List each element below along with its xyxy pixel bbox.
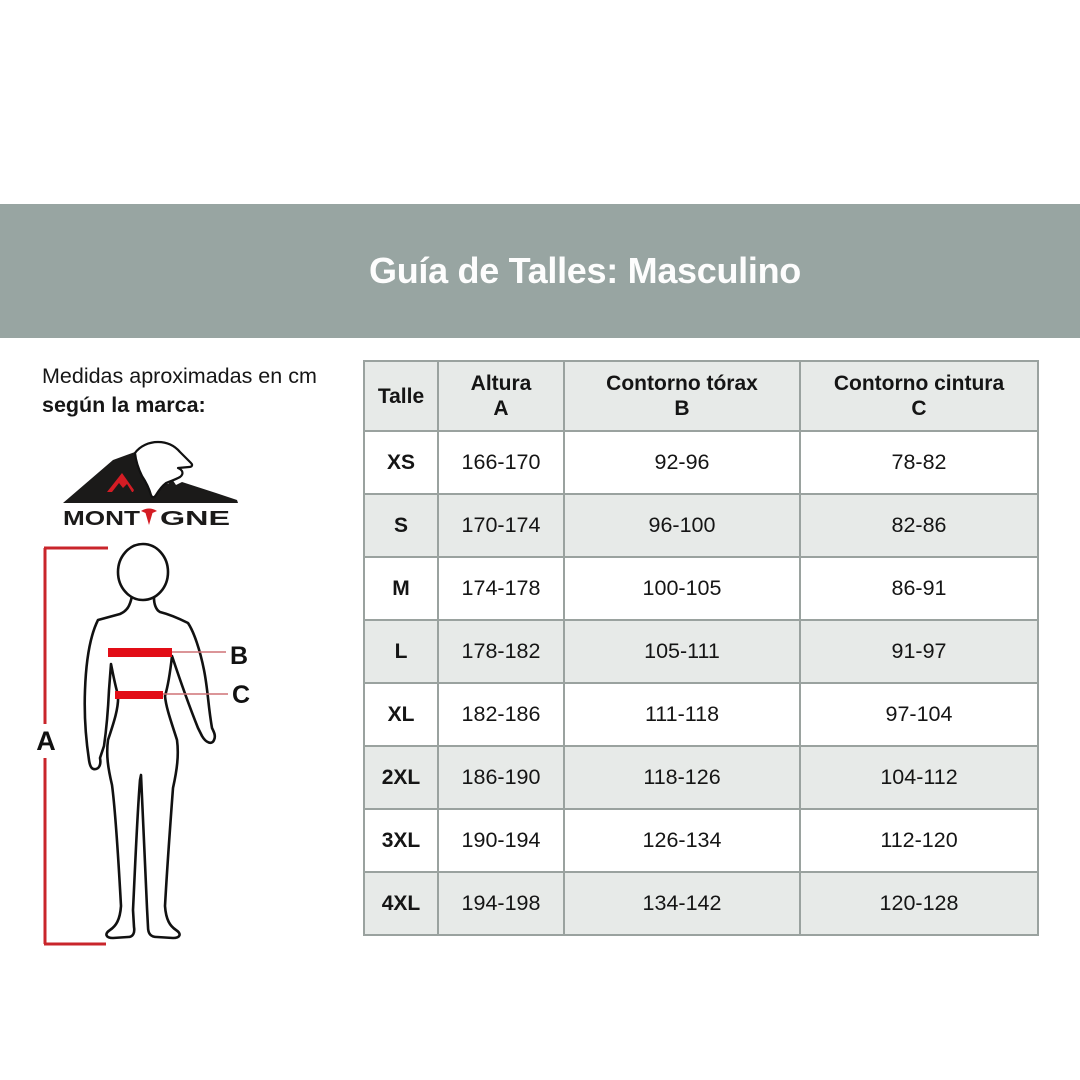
torax-cell: 111-118 (564, 683, 800, 746)
logo-wordmark-pre: MONT (63, 508, 140, 530)
size-table-header-row (364, 361, 1038, 431)
cintura-cell: 78-82 (800, 431, 1038, 494)
cintura-cell: 82-86 (800, 494, 1038, 557)
cintura-cell: 112-120 (800, 809, 1038, 872)
size-cell: 2XL (364, 746, 438, 809)
label-b: B (229, 642, 249, 670)
table-row (364, 620, 1038, 683)
montagne-logo (56, 438, 238, 530)
altura-cell: 174-178 (438, 557, 564, 620)
page-title: Guía de Talles: Masculino (369, 250, 801, 291)
torax-cell: 105-111 (564, 620, 800, 683)
altura-cell: 194-198 (438, 872, 564, 935)
torax-cell: 134-142 (564, 872, 800, 935)
cintura-cell: 91-97 (800, 620, 1038, 683)
cintura-cell: 86-91 (800, 557, 1038, 620)
size-cell: XS (364, 431, 438, 494)
logo-wordmark-post: GNE (160, 508, 230, 530)
table-row (364, 557, 1038, 620)
col-header-cintura: Contorno cintura C (800, 361, 1038, 431)
cintura-cell: 104-112 (800, 746, 1038, 809)
size-cell: 3XL (364, 809, 438, 872)
label-c: C (231, 681, 251, 709)
body-head (118, 544, 168, 600)
size-cell: XL (364, 683, 438, 746)
table-row (364, 683, 1038, 746)
intro-line-2: según la marca: (42, 393, 206, 417)
torax-cell: 118-126 (564, 746, 800, 809)
montagne-logo-icon (56, 438, 238, 530)
altura-cell: 182-186 (438, 683, 564, 746)
intro-note (42, 362, 317, 420)
title-banner (0, 204, 1080, 338)
torax-cell: 92-96 (564, 431, 800, 494)
cintura-cell: 120-128 (800, 872, 1038, 935)
table-row (364, 809, 1038, 872)
torax-cell: 100-105 (564, 557, 800, 620)
size-cell: M (364, 557, 438, 620)
altura-cell: 190-194 (438, 809, 564, 872)
altura-cell: 170-174 (438, 494, 564, 557)
col-header-talle: Talle (364, 361, 438, 431)
table-row (364, 494, 1038, 557)
cintura-cell: 97-104 (800, 683, 1038, 746)
size-cell: S (364, 494, 438, 557)
table-row (364, 431, 1038, 494)
label-a: A (36, 726, 56, 756)
altura-cell: 166-170 (438, 431, 564, 494)
altura-cell: 178-182 (438, 620, 564, 683)
altura-cell: 186-190 (438, 746, 564, 809)
size-table (363, 360, 1039, 936)
body-diagram-icon (28, 540, 263, 960)
torax-cell: 126-134 (564, 809, 800, 872)
size-cell: 4XL (364, 872, 438, 935)
body-outline (85, 596, 215, 938)
intro-line-1: Medidas aproximadas en cm (42, 364, 317, 388)
torax-cell: 96-100 (564, 494, 800, 557)
logo-wordmark-bird-icon (141, 509, 157, 526)
body-measurement-diagram (28, 540, 263, 960)
col-header-altura: Altura A (438, 361, 564, 431)
col-header-torax: Contorno tórax B (564, 361, 800, 431)
table-row (364, 872, 1038, 935)
table-row (364, 746, 1038, 809)
size-cell: L (364, 620, 438, 683)
